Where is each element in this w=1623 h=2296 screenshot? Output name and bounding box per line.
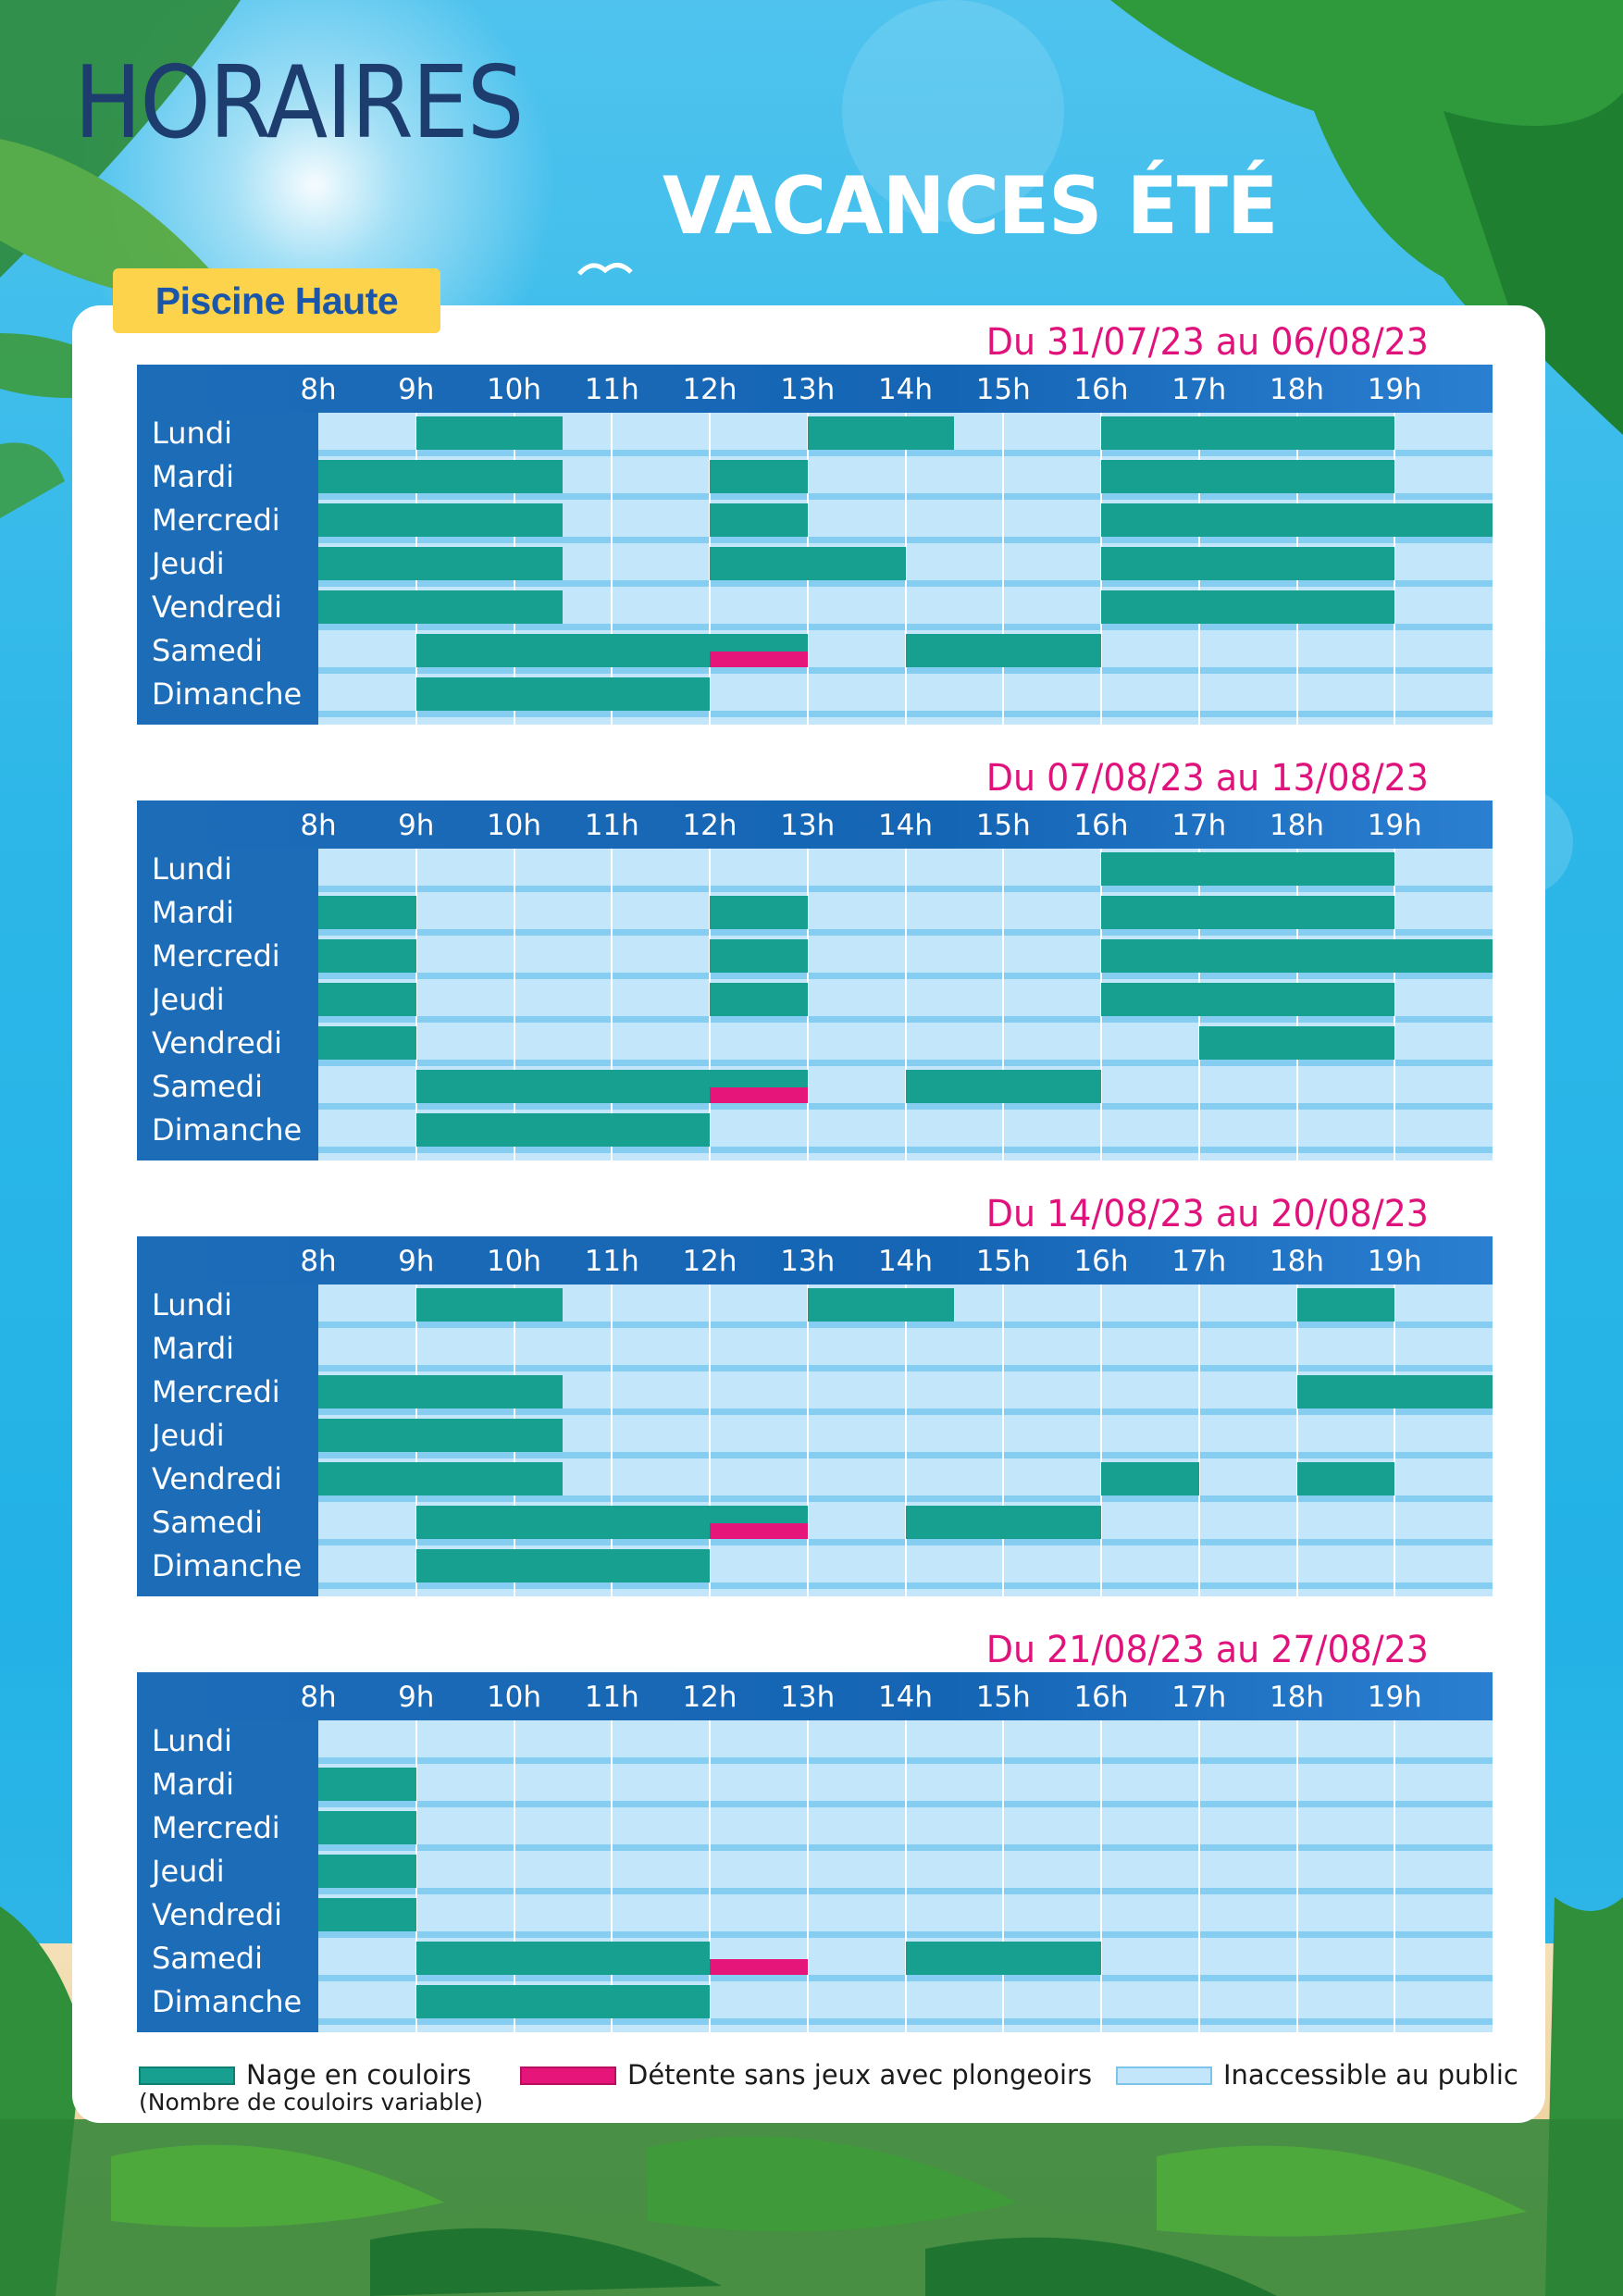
lane-slot — [1297, 1462, 1395, 1496]
hour-label: 15h — [975, 809, 1031, 842]
grid-line — [905, 849, 907, 1160]
hour-label: 9h — [398, 1681, 435, 1714]
lane-slot — [1101, 983, 1394, 1016]
lane-slot — [318, 1026, 416, 1060]
day-label: Vendredi — [152, 1461, 283, 1496]
hour-label: 17h — [1171, 373, 1227, 406]
hour-label: 12h — [682, 373, 737, 406]
grid-line — [1198, 1285, 1200, 1596]
grid-line — [1002, 413, 1004, 725]
lane-slot — [906, 1942, 1102, 1975]
lane-slot — [416, 1549, 710, 1582]
lane-slot — [318, 1811, 416, 1844]
day-label: Mercredi — [152, 1810, 280, 1845]
lane-slot — [1199, 1026, 1395, 1060]
legend-lane-label: Nage en couloirs — [246, 2059, 472, 2091]
legend-closed — [1116, 2059, 1518, 2091]
hour-label: 18h — [1269, 373, 1325, 406]
day-label: Lundi — [152, 1287, 233, 1322]
hour-label: 14h — [877, 1245, 934, 1278]
hour-label: 13h — [780, 809, 836, 842]
lane-slot — [710, 503, 808, 537]
grid-line — [1002, 849, 1004, 1160]
week-title: Du 31/07/23 au 06/08/23 — [985, 321, 1429, 364]
lane-slot — [1101, 460, 1394, 493]
hour-label: 16h — [1073, 1245, 1129, 1278]
legend-relax — [520, 2059, 1093, 2091]
relax-slot — [710, 652, 808, 667]
grid-line — [1002, 1720, 1004, 2032]
lane-slot — [1297, 1288, 1395, 1322]
schedule-grid — [318, 413, 1493, 725]
lane-slot — [1101, 547, 1394, 580]
lane-slot — [906, 1070, 1102, 1103]
hour-label: 15h — [975, 1681, 1031, 1714]
day-label: Dimanche — [152, 1984, 303, 2019]
lane-slot — [318, 1419, 563, 1452]
week-title: Du 07/08/23 au 13/08/23 — [985, 757, 1429, 800]
hour-label: 17h — [1171, 1245, 1227, 1278]
lane-slot — [318, 896, 416, 929]
hour-label: 11h — [584, 1681, 639, 1714]
hour-label: 19h — [1367, 809, 1422, 842]
day-label: Mercredi — [152, 938, 280, 974]
grid-line — [1002, 1285, 1004, 1596]
palm-leaf-left — [0, 442, 65, 518]
schedule-week-1 — [137, 365, 1493, 725]
lane-slot — [906, 1506, 1102, 1539]
lane-slot — [416, 1288, 564, 1322]
lane-slot — [318, 1898, 416, 1931]
grid-line — [807, 1285, 809, 1596]
week-title: Du 14/08/23 au 20/08/23 — [985, 1193, 1429, 1235]
schedule-grid — [318, 1720, 1493, 2032]
hour-label: 17h — [1171, 1681, 1227, 1714]
lane-slot — [318, 1462, 563, 1496]
week-title: Du 21/08/23 au 27/08/23 — [985, 1629, 1429, 1671]
lane-slot — [416, 677, 710, 711]
page-title: HORAIRES — [74, 45, 523, 161]
lane-slot — [416, 416, 564, 450]
day-label: Jeudi — [152, 546, 225, 581]
day-label: Dimanche — [152, 1112, 303, 1148]
hour-label: 19h — [1367, 1681, 1422, 1714]
day-label: Lundi — [152, 416, 233, 451]
hour-label: 9h — [398, 1245, 435, 1278]
hour-label: 16h — [1073, 1681, 1129, 1714]
lane-slot — [416, 1985, 710, 2018]
lane-slot — [1101, 416, 1394, 450]
lane-slot — [808, 1288, 955, 1322]
day-label: Mardi — [152, 459, 235, 494]
grid-line — [1394, 1285, 1395, 1596]
day-label: Mardi — [152, 1331, 235, 1366]
lane-slot — [710, 896, 808, 929]
hour-label: 19h — [1367, 1245, 1422, 1278]
grid-line — [807, 1720, 809, 2032]
lane-slot — [1101, 1462, 1199, 1496]
grid-line — [1394, 1720, 1395, 2032]
day-label: Vendredi — [152, 1025, 283, 1061]
hour-label: 8h — [300, 809, 337, 842]
legend-closed-swatch — [1116, 2066, 1212, 2085]
legend-closed-label: Inaccessible au public — [1223, 2059, 1518, 2091]
grid-line — [1296, 1720, 1298, 2032]
hour-label: 11h — [584, 1245, 639, 1278]
day-label: Lundi — [152, 851, 233, 887]
lane-slot — [318, 590, 563, 624]
hour-label: 9h — [398, 809, 435, 842]
day-label: Dimanche — [152, 676, 303, 712]
hour-label: 10h — [486, 1681, 542, 1714]
lane-slot — [318, 939, 416, 973]
hour-label: 9h — [398, 373, 435, 406]
hour-label: 14h — [877, 1681, 934, 1714]
hour-label: 11h — [584, 809, 639, 842]
hour-label: 19h — [1367, 373, 1422, 406]
hour-label: 18h — [1269, 1681, 1325, 1714]
lane-slot — [318, 1375, 563, 1409]
lane-slot — [318, 1768, 416, 1801]
day-label: Dimanche — [152, 1548, 303, 1583]
hour-label: 13h — [780, 1245, 836, 1278]
hour-label: 17h — [1171, 809, 1227, 842]
hour-label: 10h — [486, 1245, 542, 1278]
lane-slot — [416, 1942, 710, 1975]
day-label: Jeudi — [152, 1854, 225, 1889]
lane-slot — [1101, 852, 1394, 886]
relax-slot — [710, 1959, 808, 1975]
lane-slot — [318, 503, 563, 537]
day-label: Vendredi — [152, 1897, 283, 1932]
lane-slot — [906, 634, 1102, 667]
lane-slot — [710, 939, 808, 973]
hour-label: 15h — [975, 373, 1031, 406]
grid-line — [1100, 1285, 1102, 1596]
legend-relax-label: Détente sans jeux avec plongeoirs — [627, 2059, 1093, 2091]
schedule-grid — [318, 1285, 1493, 1596]
grid-line — [1100, 1720, 1102, 2032]
pool-name-badge: Piscine Haute — [113, 268, 440, 333]
schedule-week-2 — [137, 800, 1493, 1160]
legend-relax-swatch — [520, 2066, 616, 2085]
lane-slot — [318, 460, 563, 493]
schedule-week-3 — [137, 1236, 1493, 1596]
hour-label: 16h — [1073, 373, 1129, 406]
hour-label: 12h — [682, 1245, 737, 1278]
hour-label: 18h — [1269, 809, 1325, 842]
lane-slot — [1101, 939, 1493, 973]
lane-slot — [1101, 896, 1394, 929]
day-label: Samedi — [152, 633, 263, 668]
hour-label: 13h — [780, 373, 836, 406]
hour-label: 10h — [486, 373, 542, 406]
day-label: Jeudi — [152, 1418, 225, 1453]
hour-label: 11h — [584, 373, 639, 406]
day-label: Jeudi — [152, 982, 225, 1017]
page-subtitle: VACANCES ÉTÉ — [663, 160, 1278, 253]
lane-slot — [710, 460, 808, 493]
day-label: Mardi — [152, 895, 235, 930]
day-label: Vendredi — [152, 590, 283, 625]
hour-label: 13h — [780, 1681, 836, 1714]
lane-slot — [318, 547, 563, 580]
day-label: Samedi — [152, 1505, 263, 1540]
grid-line — [1296, 1285, 1298, 1596]
day-label: Samedi — [152, 1069, 263, 1104]
hour-label: 18h — [1269, 1245, 1325, 1278]
hour-label: 8h — [300, 1681, 337, 1714]
lane-slot — [1101, 503, 1493, 537]
hour-label: 14h — [877, 809, 934, 842]
lane-slot — [1101, 590, 1394, 624]
lane-slot — [710, 983, 808, 1016]
relax-slot — [710, 1087, 808, 1103]
lane-slot — [318, 1855, 416, 1888]
grid-line — [1198, 1720, 1200, 2032]
day-label: Lundi — [152, 1723, 233, 1758]
hour-label: 12h — [682, 1681, 737, 1714]
relax-slot — [710, 1523, 808, 1539]
schedule-grid — [318, 849, 1493, 1160]
day-label: Samedi — [152, 1941, 263, 1976]
hour-label: 14h — [877, 373, 934, 406]
hour-label: 15h — [975, 1245, 1031, 1278]
lane-slot — [416, 1113, 710, 1147]
day-label: Mercredi — [152, 1374, 280, 1409]
hour-label: 12h — [682, 809, 737, 842]
day-label: Mercredi — [152, 503, 280, 538]
grid-line — [905, 1285, 907, 1596]
hour-label: 8h — [300, 373, 337, 406]
lane-slot — [710, 547, 906, 580]
hour-label: 16h — [1073, 809, 1129, 842]
legend-lane — [139, 2059, 472, 2091]
lane-slot — [808, 416, 955, 450]
grid-line — [905, 1720, 907, 2032]
lane-slot — [318, 983, 416, 1016]
bird-icon — [579, 265, 631, 274]
day-label: Mardi — [152, 1767, 235, 1802]
legend-lane-swatch — [139, 2066, 235, 2085]
schedule-week-4 — [137, 1672, 1493, 2032]
hour-label: 8h — [300, 1245, 337, 1278]
lane-slot — [1297, 1375, 1493, 1409]
legend-lane-note: (Nombre de couloirs variable) — [139, 2089, 484, 2116]
hour-label: 10h — [486, 809, 542, 842]
